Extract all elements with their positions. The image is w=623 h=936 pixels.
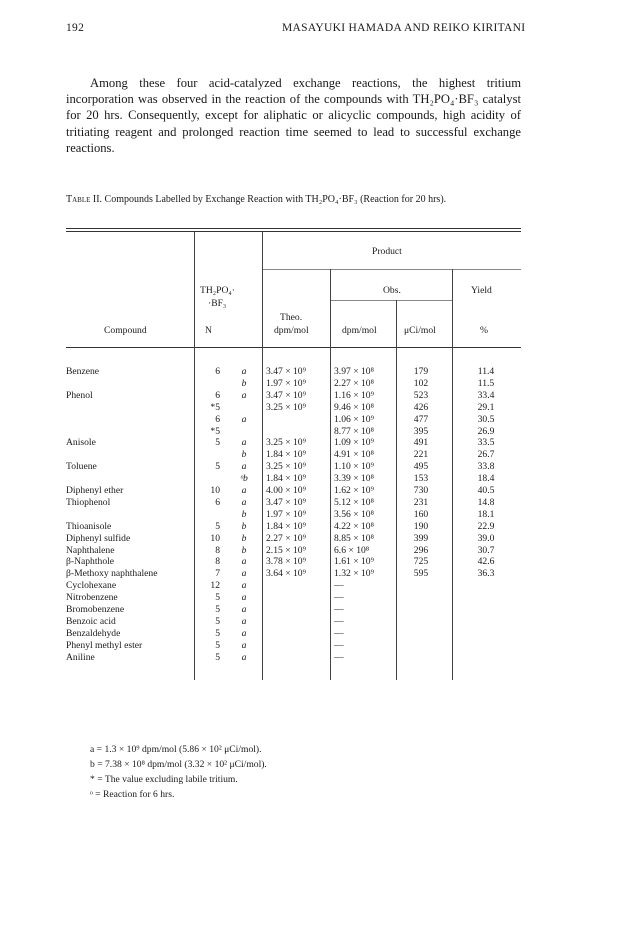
- obs-uci-cell: 399: [413, 532, 429, 544]
- col-divider-theo: [262, 232, 263, 680]
- yield-cell: 11.4: [477, 366, 495, 377]
- obs-rule: [330, 300, 452, 301]
- obs-uci-cell: 725: [413, 556, 429, 568]
- specific-activity-cell: ᵒb: [240, 473, 248, 485]
- theo-dpm-cell: 2.15 × 10⁹: [266, 544, 306, 556]
- compound-cell: Toluene: [66, 461, 97, 473]
- header-dpm: dpm/mol: [342, 325, 377, 336]
- obs-uci-cell: 595: [413, 568, 429, 580]
- specific-activity-cell: a: [241, 592, 247, 604]
- compound-cell: Naphthalene: [66, 544, 115, 556]
- theo-dpm-cell: 3.47 × 10⁹: [266, 366, 306, 377]
- obs-dpm-cell: —: [334, 592, 344, 604]
- footnote-star: * = The value excluding labile tritium.: [90, 774, 238, 785]
- obs-uci-cell: 231: [413, 496, 429, 508]
- theo-dpm-cell: 1.97 × 10⁹: [266, 508, 306, 520]
- table-top-rule-2: [66, 231, 521, 232]
- obs-uci-cell: 296: [413, 544, 429, 556]
- obs-uci-cell: 426: [413, 401, 429, 413]
- header-pct: %: [480, 325, 488, 336]
- compound-cell: Phenol: [66, 389, 93, 401]
- specific-activity-cell: a: [241, 413, 247, 425]
- n-cell: 5: [215, 615, 220, 627]
- n-cell: 6: [215, 366, 220, 377]
- obs-uci-cell: 190: [413, 520, 429, 532]
- obs-uci-cell: 153: [413, 473, 429, 485]
- header-uci: μCi/mol: [404, 325, 436, 336]
- compound-cell: Phenyl methyl ester: [66, 639, 143, 651]
- specific-activity-cell: b: [241, 508, 247, 520]
- compound-cell: Anisole: [66, 437, 96, 449]
- header-compound: Compound: [104, 325, 147, 336]
- yield-cell: 30.7: [477, 544, 495, 556]
- n-cell: 10: [210, 532, 220, 544]
- obs-dpm-cell: —: [334, 580, 344, 592]
- obs-dpm-cell: 1.10 × 10⁹: [334, 461, 374, 473]
- n-cell: 8: [215, 556, 220, 568]
- obs-dpm-cell: 1.61 × 10⁹: [334, 556, 374, 568]
- compound-cell: Diphenyl ether: [66, 485, 124, 496]
- compound-cell: β-Naphthole: [66, 556, 115, 568]
- n-cell: 5: [215, 627, 220, 639]
- obs-dpm-cell: 2.27 × 10⁸: [334, 377, 374, 389]
- obs-dpm-cell: 3.97 × 10⁸: [334, 366, 374, 377]
- n-cell: 12: [210, 580, 220, 592]
- body-paragraph: [66, 75, 521, 156]
- compound-cell: Diphenyl sulfide: [66, 532, 131, 544]
- compound-cell: Aniline: [66, 651, 95, 663]
- yield-cell: 18.1: [477, 508, 495, 520]
- compound-cell: Benzaldehyde: [66, 627, 121, 639]
- compound-cell: β-Methoxy naphthalene: [66, 568, 158, 580]
- obs-dpm-cell: 4.91 × 10⁸: [334, 449, 374, 461]
- specific-activity-cell: a: [241, 580, 247, 592]
- caption-label: Table II.: [66, 194, 103, 205]
- n-cell: *5: [210, 425, 220, 437]
- compound-cell: Bromobenzene: [66, 604, 125, 615]
- specific-activity-cell: b: [241, 532, 247, 544]
- table-top-rule: [66, 228, 521, 229]
- obs-dpm-cell: 1.62 × 10⁹: [334, 485, 374, 496]
- footnote-b: b = 7.38 × 10⁸ dpm/mol (3.32 × 10² μCi/mol).: [90, 759, 267, 770]
- footnotes: [90, 742, 267, 802]
- n-cell: 5: [215, 604, 220, 615]
- n-cell: 8: [215, 544, 220, 556]
- obs-uci-cell: 395: [413, 425, 429, 437]
- theo-dpm-cell: 1.84 × 10⁹: [266, 520, 306, 532]
- obs-dpm-cell: —: [334, 615, 344, 627]
- obs-uci-cell: 160: [413, 508, 429, 520]
- obs-dpm-cell: 1.06 × 10⁹: [334, 413, 374, 425]
- n-cell: 5: [215, 592, 220, 604]
- n-cell: 5: [215, 651, 220, 663]
- header-theo-2: dpm/mol: [274, 325, 309, 336]
- obs-dpm-cell: —: [334, 639, 344, 651]
- header-reagent-1: TH₂PO₄·: [200, 285, 235, 296]
- specific-activity-cell: a: [241, 437, 247, 449]
- yield-cell: 33.4: [477, 389, 495, 401]
- obs-dpm-cell: —: [334, 627, 344, 639]
- specific-activity-cell: a: [241, 627, 247, 639]
- obs-uci-cell: 495: [413, 461, 429, 473]
- header-n: N: [205, 325, 212, 336]
- specific-activity-cell: a: [241, 496, 247, 508]
- compound-cell: Thiophenol: [66, 496, 111, 508]
- obs-uci-cell: 523: [413, 389, 429, 401]
- theo-dpm-cell: 3.25 × 10⁹: [266, 461, 306, 473]
- obs-uci-cell: 102: [413, 377, 429, 389]
- specific-activity-cell: a: [241, 366, 247, 377]
- n-cell: 5: [215, 461, 220, 473]
- yield-cell: 18.4: [477, 473, 495, 485]
- yield-cell: 33.8: [477, 461, 495, 473]
- theo-dpm-cell: 1.97 × 10⁹: [266, 377, 306, 389]
- theo-dpm-cell: 4.00 × 10⁹: [266, 485, 306, 496]
- obs-dpm-cell: 5.12 × 10⁸: [334, 496, 374, 508]
- page-number: 192: [66, 22, 85, 34]
- obs-uci-cell: 477: [413, 413, 429, 425]
- col-divider-yield: [452, 269, 453, 680]
- yield-cell: 11.5: [477, 377, 495, 389]
- obs-dpm-cell: 9.46 × 10⁸: [334, 401, 374, 413]
- specific-activity-cell: a: [241, 651, 247, 663]
- product-rule: [262, 269, 521, 270]
- theo-dpm-cell: 2.27 × 10⁹: [266, 532, 306, 544]
- obs-dpm-cell: 4.22 × 10⁸: [334, 520, 374, 532]
- yield-cell: 30.5: [477, 413, 495, 425]
- specific-activity-cell: a: [241, 389, 247, 401]
- yield-cell: 22.9: [477, 520, 495, 532]
- theo-dpm-cell: 1.84 × 10⁹: [266, 449, 306, 461]
- specific-activity-cell: a: [241, 615, 247, 627]
- specific-activity-cell: a: [241, 604, 247, 615]
- specific-activity-cell: a: [241, 485, 247, 496]
- compound-cell: Benzoic acid: [66, 615, 116, 627]
- specific-activity-cell: b: [241, 544, 247, 556]
- paragraph-text: Among these four acid-catalyzed exchange reactions, the highest tritium incorporation was observed in the reaction of the compounds with TH₂PO₄·BF₃ catalyst for 20 hrs. Consequently, except for aliphatic or alicyclic compounds, high acidity of tritiating reagent and prolonged reaction time seemed to lead to successful exchange reactions.: [66, 76, 521, 155]
- footnote-a: a = 1.3 × 10⁹ dpm/mol (5.86 × 10² μCi/mol).: [90, 744, 262, 755]
- running-header: MASAYUKI HAMADA AND REIKO KIRITANI: [282, 22, 526, 34]
- specific-activity-cell: a: [241, 556, 247, 568]
- theo-dpm-cell: 1.84 × 10⁹: [266, 473, 306, 485]
- yield-cell: 40.5: [477, 485, 495, 496]
- specific-activity-cell: a: [241, 568, 247, 580]
- specific-activity-cell: a: [241, 639, 247, 651]
- specific-activity-cell: b: [241, 449, 247, 461]
- obs-dpm-cell: 3.56 × 10⁸: [334, 508, 374, 520]
- n-cell: 7: [215, 568, 220, 580]
- n-cell: 6: [215, 389, 220, 401]
- theo-dpm-cell: 3.64 × 10⁹: [266, 568, 306, 580]
- col-divider-obs: [330, 269, 331, 680]
- header-yield: Yield: [471, 285, 492, 296]
- obs-uci-cell: 491: [413, 437, 429, 449]
- header-product: Product: [372, 246, 402, 257]
- caption-text: Compounds Labelled by Exchange Reaction with TH₂PO₄·BF₃ (Reaction for 20 hrs).: [104, 194, 447, 205]
- obs-dpm-cell: 1.32 × 10⁹: [334, 568, 374, 580]
- obs-uci-cell: 179: [413, 366, 429, 377]
- theo-dpm-cell: 3.25 × 10⁹: [266, 437, 306, 449]
- header-theo-1: Theo.: [280, 312, 303, 323]
- col-divider-reagent: [194, 232, 195, 680]
- n-cell: 5: [215, 437, 220, 449]
- header-reagent-2: ·BF₃: [208, 298, 227, 309]
- obs-dpm-cell: 8.77 × 10⁸: [334, 425, 374, 437]
- theo-dpm-cell: 3.25 × 10⁹: [266, 401, 306, 413]
- specific-activity-cell: a: [241, 461, 247, 473]
- obs-uci-cell: 221: [413, 449, 429, 461]
- obs-dpm-cell: 1.09 × 10⁹: [334, 437, 374, 449]
- theo-dpm-cell: 3.47 × 10⁹: [266, 496, 306, 508]
- compound-cell: Nitrobenzene: [66, 592, 118, 604]
- theo-dpm-cell: 3.78 × 10⁹: [266, 556, 306, 568]
- yield-cell: 42.6: [477, 556, 495, 568]
- specific-activity-cell: b: [241, 377, 247, 389]
- yield-cell: 26.9: [477, 425, 495, 437]
- n-cell: 5: [215, 639, 220, 651]
- obs-uci-cell: 730: [413, 485, 429, 496]
- header-obs: Obs.: [383, 285, 401, 296]
- obs-dpm-cell: —: [334, 604, 344, 615]
- compound-cell: Thioanisole: [66, 520, 112, 532]
- footnote-circle: ᵒ = Reaction for 6 hrs.: [90, 789, 175, 800]
- obs-dpm-cell: 1.16 × 10⁹: [334, 389, 374, 401]
- n-cell: 10: [210, 485, 220, 496]
- obs-dpm-cell: —: [334, 651, 344, 663]
- n-cell: 6: [215, 496, 220, 508]
- yield-cell: 14.8: [477, 496, 495, 508]
- specific-activity-cell: b: [241, 520, 247, 532]
- n-cell: *5: [210, 401, 220, 413]
- compound-cell: Cyclohexane: [66, 580, 117, 592]
- yield-cell: 26.7: [477, 449, 495, 461]
- theo-dpm-cell: 3.47 × 10⁹: [266, 389, 306, 401]
- obs-dpm-cell: 6.6 × 10⁸: [334, 544, 370, 556]
- yield-cell: 29.1: [477, 401, 495, 413]
- table-caption: [66, 193, 522, 206]
- yield-cell: 33.5: [477, 437, 495, 449]
- obs-dpm-cell: 3.39 × 10⁸: [334, 473, 374, 485]
- yield-cell: 36.3: [477, 568, 495, 580]
- yield-cell: 39.0: [477, 532, 495, 544]
- n-cell: 6: [215, 413, 220, 425]
- obs-dpm-cell: 8.85 × 10⁸: [334, 532, 374, 544]
- n-cell: 5: [215, 520, 220, 532]
- compound-cell: Benzene: [66, 366, 100, 377]
